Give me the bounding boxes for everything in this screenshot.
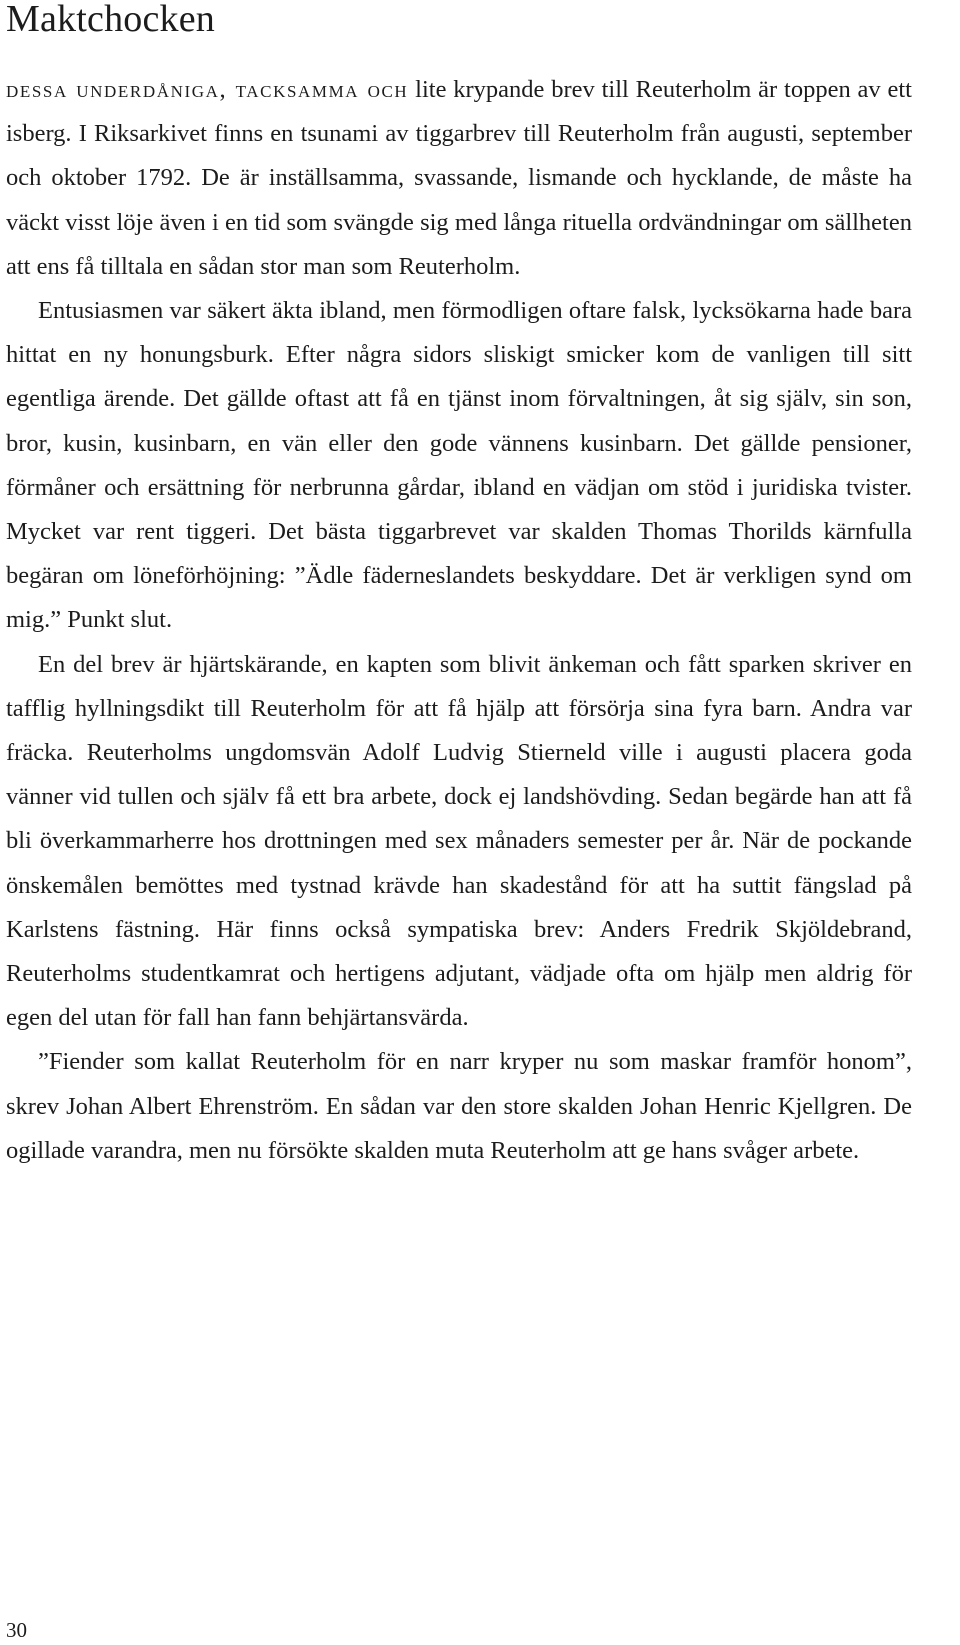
chapter-title: Maktchocken	[6, 0, 216, 40]
paragraph-1-text: lite krypande brev till Reuterholm är toppen av ett isberg. I Riksarkivet finns en tsunami av tiggarbrev till Reuterholm från augusti, september och oktober 1792. De är inställsamma, svassande, lismande och hycklande, de måste ha väckt visst löje även i en tid som svängde sig med långa rituella ordvändningar om sällheten att ens få tilltala en sådan stor man som Reuterholm.	[6, 76, 912, 280]
paragraph-4: ”Fiender som kallat Reuterholm för en narr kryper nu som maskar framför honom”, skrev Johan Albert Ehrenström. En sådan var den store skalden Johan Henric Kjellgren. De ogillade varandra, men nu försökte skalden muta Reuterholm att ge hans svåger arbete.	[6, 1048, 912, 1164]
opening-small-caps: dessa underdåniga, tacksamma och	[6, 76, 409, 103]
paragraph-3: En del brev är hjärtskärande, en kapten som blivit änkeman och fått sparken skriver en tafflig hyllningsdikt till Reuterholm för att få hjälp att försörja sina fyra barn. Andra var fräcka. Reuterholms ungdomsvän Adolf Ludvig Stierneld ville i augusti placera goda vänner vid tullen och själv få ett bra arbete, dock ej landshövding. Sedan begärde han att få bli överkammarherre hos drottningen med sex månaders semester per år. När de pockande önskemålen bemöttes med tystnad krävde han skadestånd för att ha suttit fängslad på Karlstens fästning. Här finns också sympatiska brev: Anders Fredrik Skjöldebrand, Reuterholms studentkamrat och hertigens adjutant, vädjade ofta om hjälp men aldrig för egen del utan för fall han fann behjärtansvärda.	[6, 650, 912, 1032]
page-number: 30	[6, 1618, 27, 1642]
paragraph-1	[6, 68, 912, 289]
paragraph-2: Entusiasmen var säkert äkta ibland, men förmodligen oftare falsk, lycksökarna hade bara hittat en ny honungsburk. Efter några sidors sliskigt smicker kom de vanligen till sitt egentliga ärende. Det gällde oftast att få en tjänst inom förvaltningen, åt sig själv, sin son, bror, kusin, kusinbarn, en vän eller den gode vännens kusinbarn. Det gällde pensioner, förmåner och ersättning för nerbrunna gårdar, ibland en vädjan om stöd i juridiska tvister. Mycket var rent tiggeri. Det bästa tiggarbrevet var skalden Thomas Thorilds kärnfulla begäran om löneförhöjning: ”Ädle fäderneslandets beskyddare. Det är verkligen synd om mig.” Punkt slut.	[6, 297, 912, 634]
body-text	[6, 68, 912, 1173]
